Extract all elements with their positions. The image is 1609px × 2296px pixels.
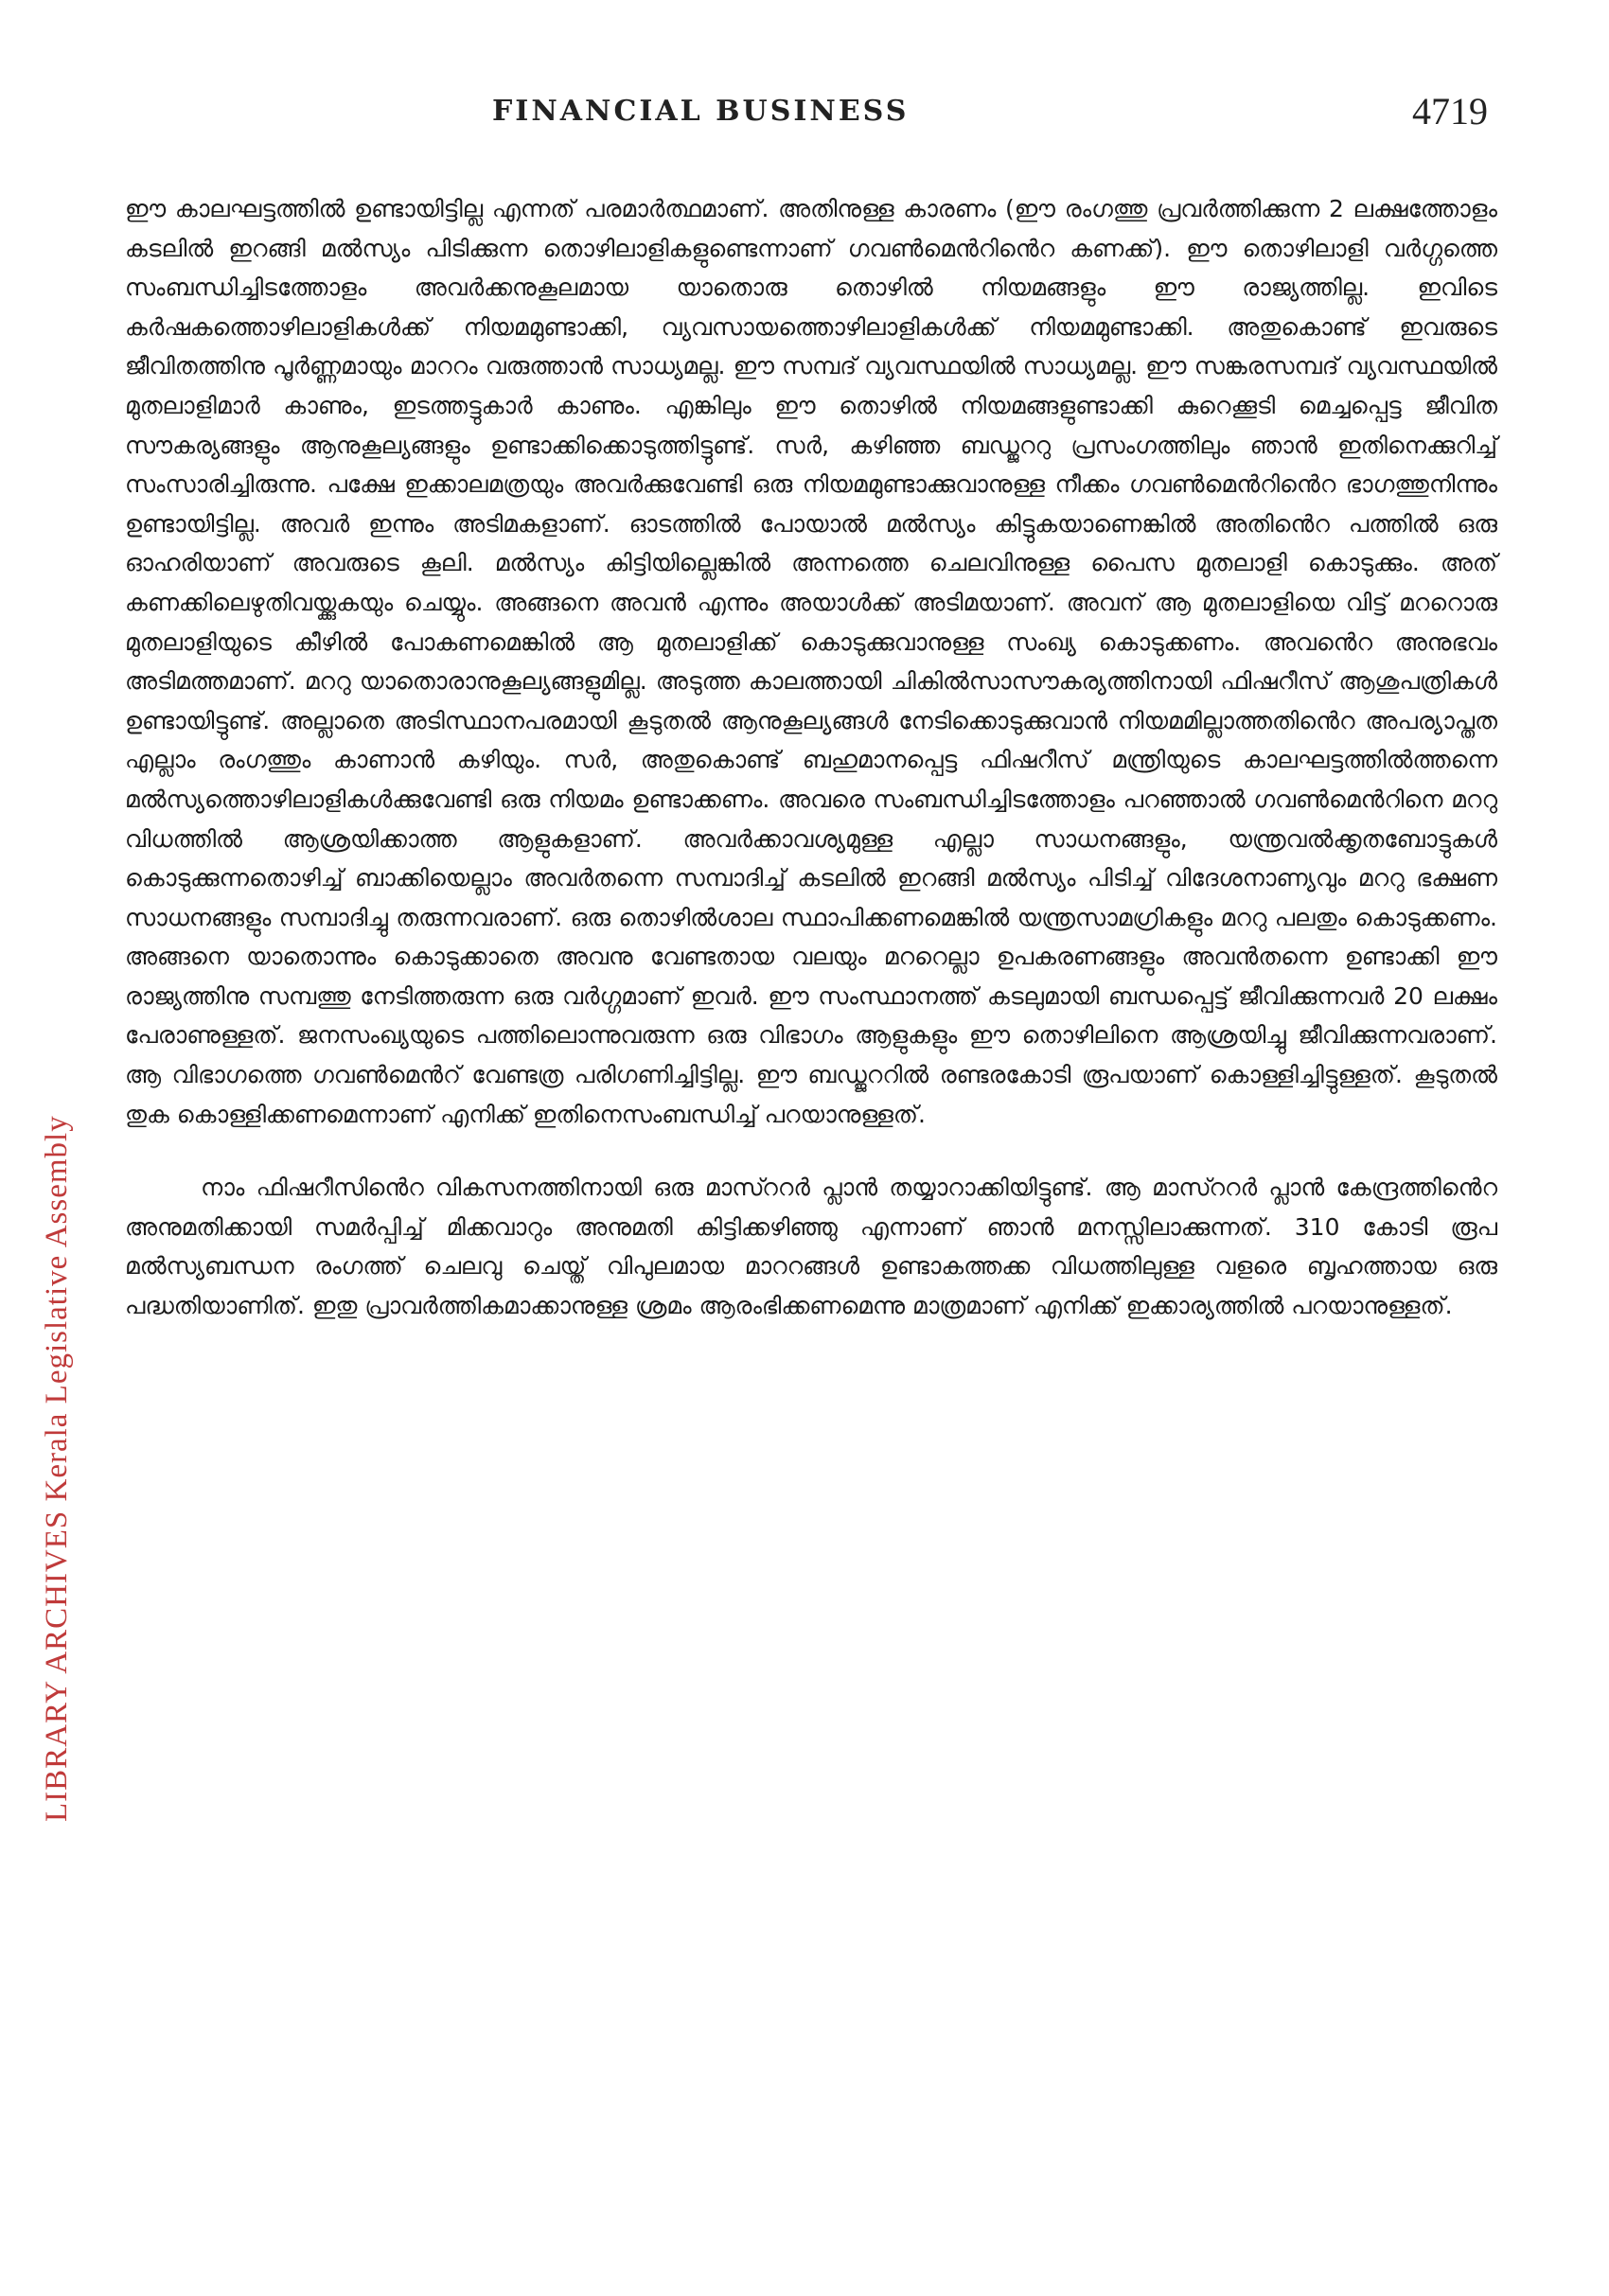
page-number: 4719 (1412, 90, 1488, 132)
running-title: FINANCIAL BUSINESS (492, 95, 910, 128)
paragraph: നാം ഫിഷറീസിൻെറ വികസനത്തിനായി ഒരു മാസ്ററർ പ്ലാൻ തയ്യാറാക്കിയിട്ടുണ്ട്. ആ മാസ്ററർ പ്ലാൻ കേന്ദ്രത്തിൻെറ അനുമതിക്കായി സമർപ്പിച്ച് മിക്കവാറും അനുമതി കിട്ടിക്കഴിഞ്ഞു എന്നാണ് ഞാൻ മനസ്സിലാക്കുന്നത്. 310 കോടി രൂപ മൽസ്യബന്ധന രംഗത്ത് ചെലവു ചെയ്ത് വിപുലമായ മാററങ്ങൾ ഉണ്ടാകത്തക്ക വിധത്തിലുള്ള വളരെ ബൃഹത്തായ ഒരു പദ്ധതിയാണിത്. ഇതു പ്രാവർത്തികമാക്കാനുള്ള ശ്രമം ആരംഭിക്കണമെന്നു മാത്രമാണ് എനിക്ക് ഇക്കാര്യത്തിൽ പറയാനുള്ളത്. (125, 1174, 1497, 1320)
paragraph: ഈ കാലഘട്ടത്തിൽ ഉണ്ടായിട്ടില്ല എന്നത് പരമാർത്ഥമാണ്. അതിനുള്ള കാരണം (ഈ രംഗത്തു പ്രവർത്തിക്കുന്ന 2 ലക്ഷത്തോളം കടലിൽ ഇറങ്ങി മൽസ്യം പിടിക്കുന്ന തൊഴിലാളികളുണ്ടെന്നാണ് ഗവൺമെൻറിൻെറ കണക്ക്). ഈ തൊഴിലാളി വർഗ്ഗത്തെ സംബന്ധിച്ചിടത്തോളം അവർക്കനുകൂലമായ യാതൊരു തൊഴിൽ നിയമങ്ങളും ഈ രാജ്യത്തില്ല. ഇവിടെ കർഷകത്തൊഴിലാളികൾക്ക് നിയമമുണ്ടാക്കി, വ്യവസായത്തൊഴിലാളികൾക്ക് നിയമമുണ്ടാക്കി. അതുകൊണ്ട് ഇവരുടെ ജീവിതത്തിനു പൂർണ്ണമായും മാററം വരുത്താൻ സാധ്യമല്ല. ഈ സമ്പദ് വ്യവസ്ഥയിൽ സാധ്യമല്ല. ഈ സങ്കരസമ്പദ് വ്യവസ്ഥയിൽ മുതലാളിമാർ കാണും, ഇടത്തട്ടുകാർ കാണും. എങ്കിലും ഈ തൊഴിൽ നിയമങ്ങളുണ്ടാക്കി കുറെക്കൂടി മെച്ചപ്പെട്ട ജീവിത സൗകര്യങ്ങളും ആനുകൂല്യങ്ങളും ഉണ്ടാക്കിക്കൊടുത്തിട്ടുണ്ട്. സർ, കഴിഞ്ഞ ബഡ്ജററു പ്രസംഗത്തിലും ഞാൻ ഇതിനെക്കുറിച്ച് സംസാരിച്ചിരുന്നു. പക്ഷേ ഇക്കാലമത്രയും അവർക്കുവേണ്ടി ഒരു നിയമമുണ്ടാക്കുവാനുള്ള നീക്കം ഗവൺമെൻറിൻെറ ഭാഗത്തുനിന്നും ഉണ്ടായിട്ടില്ല. അവർ ഇന്നും അടിമകളാണ്. ഓടത്തിൽ പോയാൽ മൽസ്യം കിട്ടുകയാണെങ്കിൽ അതിൻെറ പത്തിൽ ഒരു ഓഹരിയാണ് അവരുടെ കൂലി. മൽസ്യം കിട്ടിയില്ലെങ്കിൽ അന്നത്തെ ചെലവിനുള്ള പൈസ മുതലാളി കൊടുക്കും. അത് കണക്കിലെഴുതിവയ്ക്കുകയും ചെയ്യും. അങ്ങനെ അവൻ എന്നും അയാൾക്ക് അടിമയാണ്. അവന് ആ മുതലാളിയെ വിട്ട് മററൊരു മുതലാളിയുടെ കീഴിൽ പോകണമെങ്കിൽ ആ മുതലാളിക്ക് കൊടുക്കുവാനുള്ള സംഖ്യ കൊടുക്കണം. അവൻെറ അനുഭവം അടിമത്തമാണ്. മററു യാതൊരാനുകൂല്യങ്ങളുമില്ല. അടുത്ത കാലത്തായി ചികിൽസാസൗകര്യത്തിനായി ഫിഷറീസ് ആശുപത്രികൾ ഉണ്ടായിട്ടുണ്ട്. അല്ലാതെ അടിസ്ഥാനപരമായി കൂടുതൽ ആനുകൂല്യങ്ങൾ നേടിക്കൊടുക്കുവാൻ നിയമമില്ലാത്തതിൻെറ അപര്യാപ്തത എല്ലാം രംഗത്തും കാണാൻ കഴിയും. സർ, അതുകൊണ്ട് ബഹുമാനപ്പെട്ട ഫിഷറീസ് മന്ത്രിയുടെ കാലഘട്ടത്തിൽത്തന്നെ മൽസ്യത്തൊഴിലാളികൾക്കുവേണ്ടി ഒരു നിയമം ഉണ്ടാക്കണം. അവരെ സംബന്ധിച്ചിടത്തോളം പറഞ്ഞാൽ ഗവൺമെൻറിനെ മററു വിധത്തിൽ ആശ്രയിക്കാത്ത ആളുകളാണ്. അവർക്കാവശ്യമുള്ള എല്ലാ സാധനങ്ങളും, യന്ത്രവൽക്കൃതബോട്ടുകൾ കൊടുക്കുന്നതൊഴിച്ച് ബാക്കിയെല്ലാം അവർതന്നെ സമ്പാദിച്ച് കടലിൽ ഇറങ്ങി മൽസ്യം പിടിച്ച് വിദേശനാണ്യവും മററു ഭക്ഷണ സാധനങ്ങളും സമ്പാദിച്ചു തരുന്നവരാണ്. ഒരു തൊഴിൽശാല സ്ഥാപിക്കണമെങ്കിൽ യന്ത്രസാമഗ്രികളും മററു പലതും കൊടുക്കണം. അങ്ങനെ യാതൊന്നും കൊടുക്കാതെ അവനു വേണ്ടതായ വലയും മററെല്ലാ ഉപകരണങ്ങളും അവൻതന്നെ ഉണ്ടാക്കി ഈ രാജ്യത്തിനു സമ്പത്തു നേടിത്തരുന്ന ഒരു വർഗ്ഗമാണ് ഇവർ. ഈ സംസ്ഥാനത്ത് കടലുമായി ബന്ധപ്പെട്ട് ജീവിക്കുന്നവർ 20 ലക്ഷം പേരാണുള്ളത്. ജനസംഖ്യയുടെ പത്തിലൊന്നുവരുന്ന ഒരു വിഭാഗം ആളുകളും ഈ തൊഴിലിനെ ആശ്രയിച്ചു ജീവിക്കുന്നവരാണ്. ആ വിഭാഗത്തെ ഗവൺമെൻറ് വേണ്ടത്ര പരിഗണിച്ചിട്ടില്ല. ഈ ബഡ്ജററിൽ രണ്ടരകോടി രൂപയാണ് കൊള്ളിച്ചിട്ടുള്ളത്. കൂടുതൽ തുക കൊള്ളിക്കണമെന്നാണ് എനിക്ക് ഇതിനെസംബന്ധിച്ച് പറയാനുള്ളത്. (125, 195, 1497, 1128)
archive-stamp: LIBRARY ARCHIVES Kerala Legislative Assembly (40, 1115, 74, 1822)
page-header (0, 90, 1609, 142)
body-text (125, 189, 1497, 1326)
